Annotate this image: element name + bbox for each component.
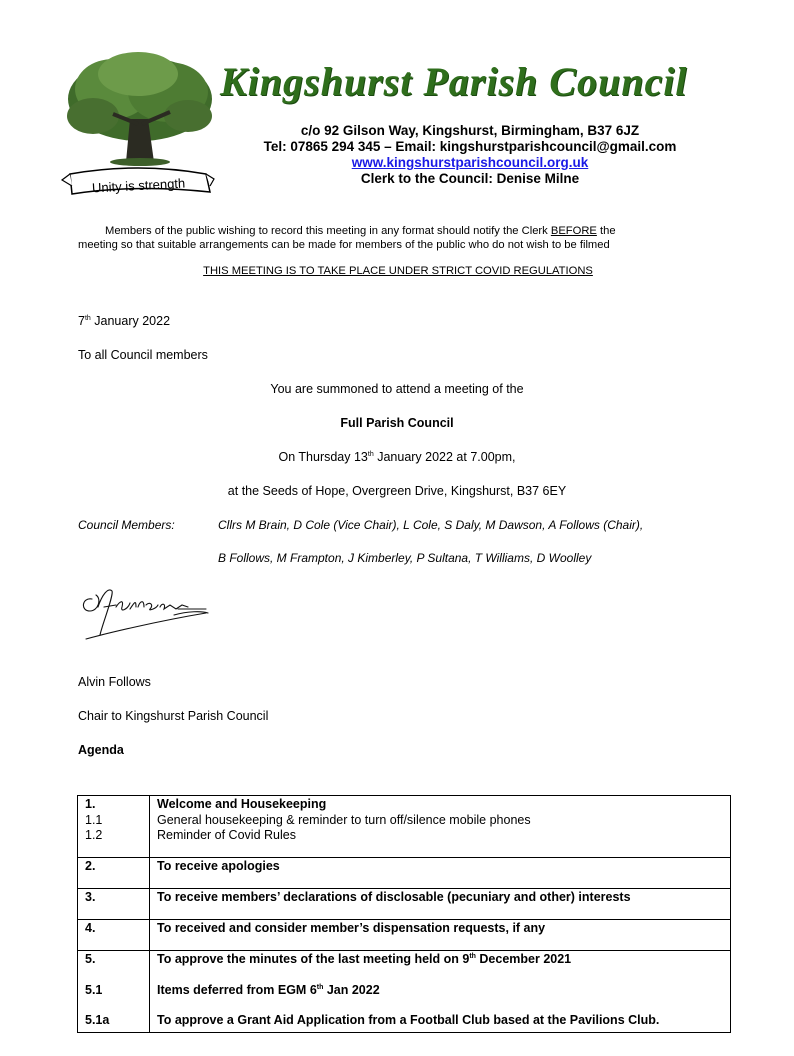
agenda-table	[77, 795, 731, 1033]
sub-item-number: 1.1	[85, 812, 103, 827]
item-number: 5.	[85, 952, 96, 966]
time-a: On Thursday 13	[278, 450, 368, 464]
council-title: Kingshurst Parish Council	[220, 59, 688, 104]
addressee: To all Council members	[78, 348, 208, 362]
item-title: To receive apologies	[157, 859, 280, 873]
summons-text: You are summoned to attend a meeting of the	[270, 382, 524, 396]
recording-notice	[78, 224, 718, 252]
item-title: Welcome and Housekeeping	[157, 797, 327, 811]
sub-item-text: Reminder of Covid Rules	[157, 828, 296, 842]
sub-item-text: General housekeeping & reminder to turn off/silence mobile phones	[157, 812, 531, 827]
address-line: c/o 92 Gilson Way, Kingshurst, Birmingham, B37 6JZ	[300, 123, 640, 138]
agenda-row-5	[78, 951, 731, 1033]
item-title: To receive members’ declarations of disclosable (pecuniary and other) interests	[157, 890, 631, 904]
sub-item-title: To approve a Grant Aid Application from a Football Club based at the Pavilions Club.	[157, 1013, 660, 1027]
item-number: 3.	[85, 890, 96, 904]
date-suffix: th	[84, 314, 91, 322]
time-b: January 2022 at 7.00pm,	[373, 450, 516, 464]
notice-text-c: the	[596, 225, 616, 237]
agenda-row-4	[78, 920, 731, 951]
notice-before: BEFORE	[550, 225, 597, 237]
clerk-line: Clerk to the Council: Denise Milne	[360, 171, 580, 186]
sub-item-number: 5.1a	[85, 1013, 110, 1027]
tree-icon	[67, 52, 212, 166]
meeting-name: Full Parish Council	[340, 416, 454, 430]
website-link[interactable]: www.kingshurstparishcouncil.org.uk	[351, 155, 589, 170]
members-line-2: B Follows, M Frampton, J Kimberley, P Sultana, T Williams, D Woolley	[218, 551, 592, 565]
time-suffix: th	[367, 450, 374, 458]
item-number: 2.	[85, 859, 96, 873]
agenda-heading: Agenda	[78, 743, 124, 757]
date-day: 7	[78, 314, 85, 328]
agenda-row-3	[78, 889, 731, 920]
covid-notice: THIS MEETING IS TO TAKE PLACE UNDER STRICT COVID REGULATIONS	[203, 265, 593, 277]
contact-line: Tel: 07865 294 345 – Email: kingshurstparishcouncil@gmail.com	[263, 139, 677, 154]
sub-item-title: Items deferred from EGM 6th Jan 2022	[157, 982, 380, 997]
agenda-num-cell	[78, 796, 150, 858]
signatory-role: Chair to Kingshurst Parish Council	[78, 709, 269, 723]
item-title: To approve the minutes of the last meeting held on 9th December 2021	[157, 952, 572, 966]
agenda-row-2	[78, 858, 731, 889]
sub-item-number: 5.1	[85, 982, 103, 997]
agenda-text-cell	[150, 796, 731, 858]
meeting-venue: at the Seeds of Hope, Overgreen Drive, Kingshurst, B37 6EY	[227, 484, 567, 498]
sub-item-number: 1.2	[85, 828, 103, 842]
meeting-time	[0, 450, 794, 464]
notice-line-2: meeting so that suitable arrangements can be made for members of the public who do not wish to be filmed	[78, 239, 610, 251]
letter-date	[78, 314, 170, 328]
notice-text-a: Members of the public wishing to record this meeting in any format should notify the Clerk	[105, 225, 551, 237]
date-rest: January 2022	[90, 314, 171, 328]
signatory-name: Alvin Follows	[78, 675, 151, 689]
item-number: 1.	[85, 797, 96, 811]
item-number: 4.	[85, 921, 96, 935]
agenda-row-1	[78, 796, 731, 858]
item-title: To received and consider member’s dispensation requests, if any	[157, 921, 546, 935]
members-line-1: Cllrs M Brain, D Cole (Vice Chair), L Cole, S Daly, M Dawson, A Follows (Chair),	[218, 518, 644, 532]
handwritten-signature	[78, 585, 213, 650]
motto-text: Unity is strength	[91, 175, 186, 196]
members-label: Council Members:	[78, 518, 175, 532]
